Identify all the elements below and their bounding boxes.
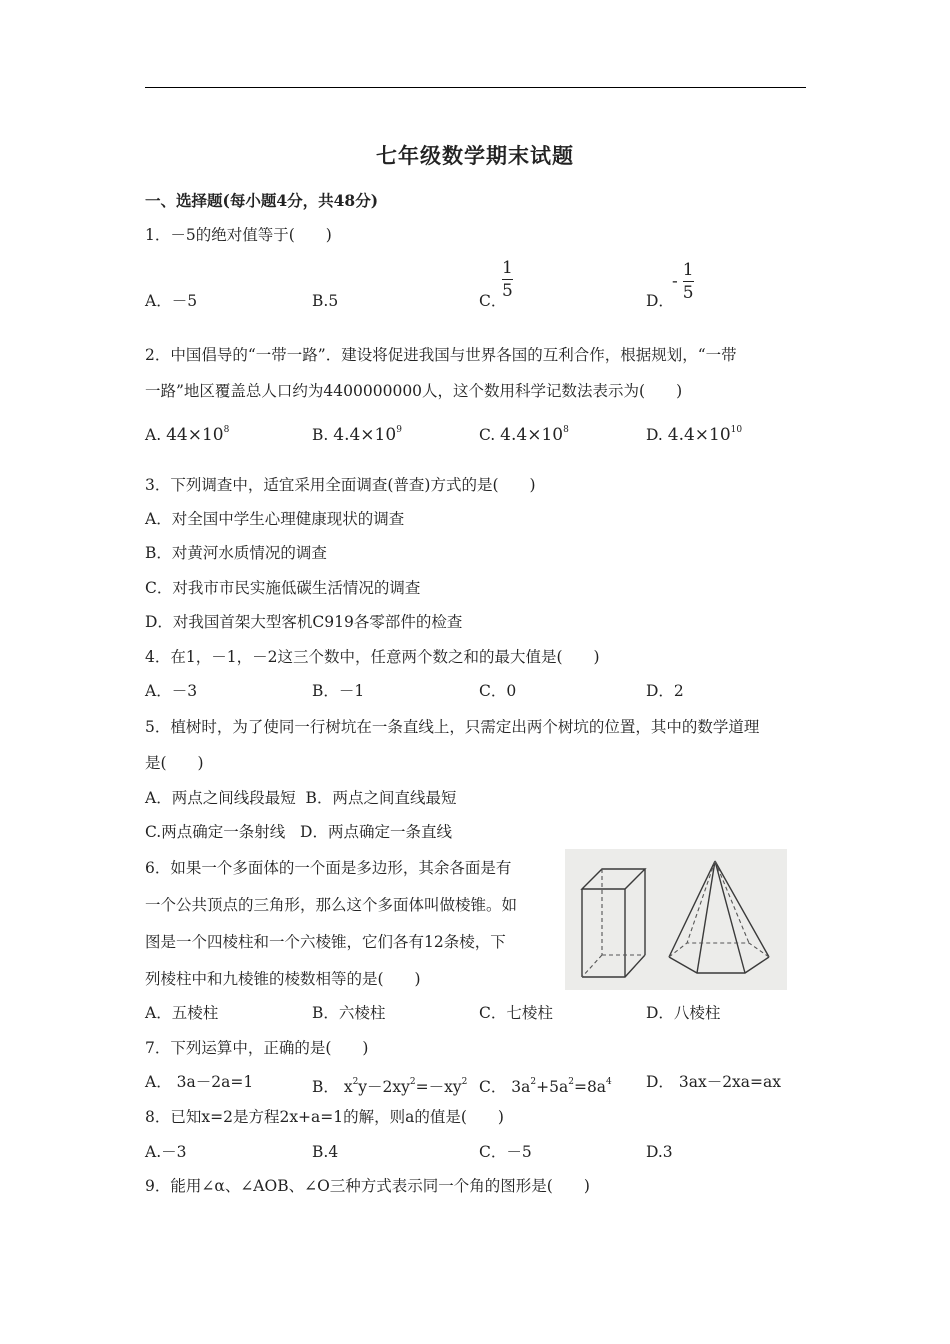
q5-options-cd: C.两点确定一条射线 D．两点确定一条直线 (145, 823, 452, 841)
q8-option-c: C．－5 (479, 1143, 532, 1161)
q1-option-c-fraction: $\frac{1}{5}$ (502, 258, 513, 301)
q2-option-b: B. $4.4\times 10^9$ (312, 425, 402, 445)
q1-option-d-label: D． (646, 292, 674, 310)
page-title: 七年级数学期末试题 (376, 143, 574, 168)
q3-option-d: D．对我国首架大型客机C919各零部件的检查 (145, 613, 463, 631)
header-rule (145, 87, 806, 88)
q2-option-c: C. $4.4\times 10^8$ (479, 425, 569, 445)
q1-option-b: B.5 (312, 292, 339, 310)
q4-option-d: D．2 (646, 682, 684, 700)
question-5-stem-line1: 5．植树时，为了使同一行树坑在一条直线上，只需定出两个树坑的位置，其中的数学道理 (145, 718, 760, 736)
question-2-stem-line2: 一路”地区覆盖总人口约为4400000000人，这个数用科学记数法表示为( ) (145, 382, 683, 400)
question-2-stem-line1: 2．中国倡导的“一带一路”．建设将促进我国与世界各国的互利合作，根据规划，“一带 (145, 346, 737, 364)
q4-option-b: B．－1 (312, 682, 365, 700)
question-6-stem-line1: 6．如果一个多面体的一个面是多边形，其余各面是有 (145, 859, 512, 877)
question-5-stem-line2: 是( ) (145, 754, 204, 772)
q1-option-d-fraction: - $\frac{1}{5}$ (672, 260, 694, 303)
question-6-stem-line3: 图是一个四棱柱和一个六棱锥，它们各有12条棱，下 (145, 933, 506, 951)
q6-option-a: A．五棱柱 (145, 1004, 219, 1022)
question-6-stem-line4: 列棱柱中和九棱锥的棱数相等的是( ) (145, 970, 421, 988)
q5-options-ab: A．两点之间线段最短 B．两点之间直线最短 (145, 789, 457, 807)
q7-option-a: A． 3a－2a=1 (145, 1073, 254, 1091)
q4-option-a: A．－3 (145, 682, 198, 700)
prism-pyramid-figure (565, 849, 787, 990)
question-9-stem: 9．能用∠α、∠AOB、∠O三种方式表示同一个角的图形是( ) (145, 1177, 590, 1195)
q8-option-b: B.4 (312, 1143, 339, 1161)
question-6-stem-line2: 一个公共顶点的三角形，那么这个多面体叫做棱锥。如 (145, 896, 518, 914)
q2-option-a: A. $44\times 10^8$ (145, 425, 230, 445)
q3-option-a: A．对全国中学生心理健康现状的调查 (145, 510, 405, 528)
q3-option-c: C．对我市市民实施低碳生活情况的调查 (145, 579, 421, 597)
q8-option-d: D.3 (646, 1143, 673, 1161)
question-4-stem: 4．在1，－1，－2这三个数中，任意两个数之和的最大值是( ) (145, 648, 600, 666)
q7-option-d: D． 3ax－2xa=ax (646, 1073, 782, 1091)
q8-option-a: A.－3 (145, 1143, 187, 1161)
q1-option-a: A．－5 (145, 292, 198, 310)
q6-option-d: D．八棱柱 (646, 1004, 721, 1022)
q6-option-c: C．七棱柱 (479, 1004, 553, 1022)
q2-option-d: D. $4.4\times 10^{10}$ (646, 425, 743, 445)
question-1-stem: 1．－5的绝对值等于( ) (145, 226, 332, 244)
section-heading: 一、选择题(每小题4分，共48分) (145, 191, 379, 210)
q4-option-c: C．0 (479, 682, 517, 700)
question-8-stem: 8．已知x=2是方程2x+a=1的解，则a的值是( ) (145, 1108, 504, 1126)
q1-option-c-label: C． (479, 292, 507, 310)
q7-option-c: C． $3a^2+5a^2=8a^4$ (479, 1077, 612, 1096)
question-7-stem: 7．下列运算中，正确的是( ) (145, 1039, 369, 1057)
q6-option-b: B．六棱柱 (312, 1004, 386, 1022)
q7-option-b: B． $x^2y-2xy^2=-xy^2$ (312, 1077, 468, 1096)
question-3-stem: 3．下列调查中，适宜采用全面调查(普查)方式的是( ) (145, 476, 536, 494)
q3-option-b: B．对黄河水质情况的调查 (145, 544, 327, 562)
